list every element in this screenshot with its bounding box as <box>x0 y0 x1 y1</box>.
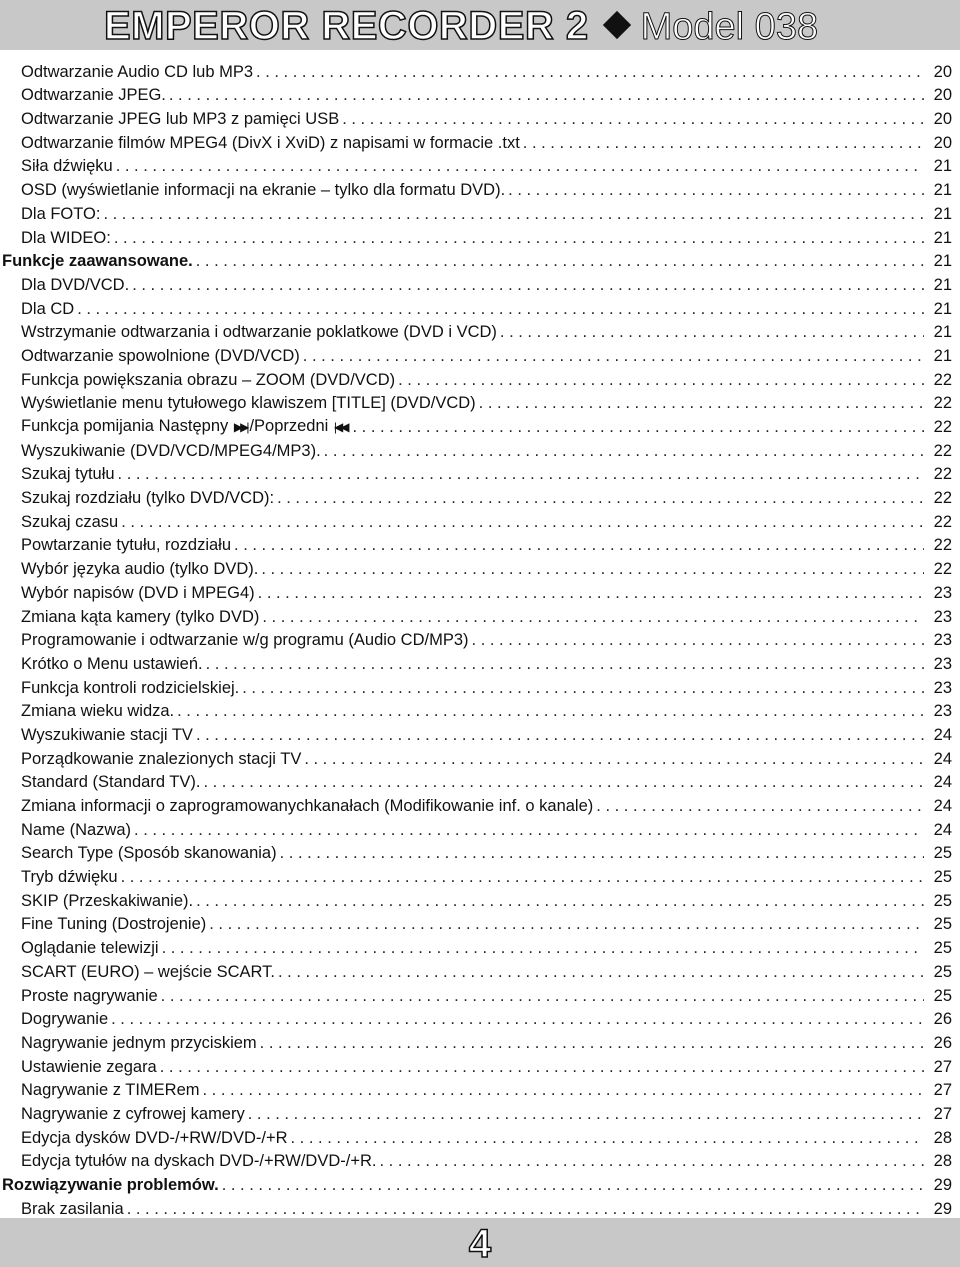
toc-entry <box>0 271 960 295</box>
dot-leader <box>203 1080 925 1100</box>
next-track-icon: ▶▶| <box>233 420 247 434</box>
dot-leader <box>103 204 924 224</box>
toc-entry-page: 29 <box>933 1176 952 1194</box>
toc-entry-title: Brak zasilania <box>21 1199 124 1218</box>
toc-entry <box>0 603 960 627</box>
toc-entry <box>0 1029 960 1053</box>
toc-entry <box>0 1124 960 1148</box>
toc-entry-title-text: /Poprzedni <box>249 417 333 435</box>
toc-entry <box>0 532 960 556</box>
toc-entry <box>0 1100 960 1124</box>
toc-entry-title: Oglądanie telewizji <box>21 939 159 958</box>
diamond-icon <box>602 11 630 39</box>
dot-leader <box>260 1033 924 1053</box>
toc-entry <box>0 295 960 319</box>
dot-leader <box>134 820 924 840</box>
dot-leader <box>203 772 924 792</box>
toc-entry-title: SCART (EURO) – wejście SCART. <box>21 962 275 981</box>
dot-leader <box>209 914 924 934</box>
dot-leader <box>324 441 924 461</box>
dot-leader <box>206 654 924 674</box>
toc-entry-title: Nagrywanie z cyfrowej kamery <box>21 1104 245 1123</box>
table-of-contents <box>0 58 960 1219</box>
toc-entry <box>0 863 960 887</box>
toc-entry-page: 27 <box>933 1057 952 1076</box>
dot-leader <box>500 322 924 342</box>
dot-leader <box>118 464 924 484</box>
dot-leader <box>261 559 924 579</box>
dot-leader <box>116 156 924 176</box>
toc-entry <box>0 508 960 532</box>
dot-leader <box>196 725 924 745</box>
toc-entry <box>0 1053 960 1077</box>
toc-entry-title: Standard (Standard TV). <box>21 773 201 792</box>
dot-leader <box>379 1151 924 1171</box>
toc-entry-title: Zmiana informacji o zaprogramowanychkanałach (Modifikowanie inf. o kanale) <box>21 797 594 815</box>
dot-leader <box>234 535 924 555</box>
toc-entry-page: 25 <box>933 868 952 887</box>
toc-entry <box>0 958 960 982</box>
toc-entry-page: 21 <box>933 323 952 342</box>
toc-entry-page: 22 <box>933 394 952 413</box>
toc-entry <box>0 82 960 106</box>
toc-entry <box>0 390 960 414</box>
toc-entry-title: Odtwarzanie Audio CD lub MP3 <box>21 62 254 81</box>
toc-entry-title: Proste nagrywanie <box>21 986 158 1005</box>
dot-leader <box>278 962 924 982</box>
toc-entry-title: Search Type (Sposób skanowania) <box>21 844 277 863</box>
toc-entry-title: Dla WIDEO: <box>21 228 111 247</box>
toc-entry-title: Szukaj tytułu <box>21 465 115 484</box>
page-number: 4 <box>468 1222 492 1266</box>
toc-entry <box>0 982 960 1006</box>
toc-entry-page: 22 <box>933 441 952 460</box>
toc-entry-title: Wstrzymanie odtwarzania i odtwarzanie poklatkowe (DVD i VCD) <box>21 323 497 342</box>
toc-entry <box>0 366 960 390</box>
dot-leader <box>291 1128 924 1148</box>
toc-entry-title: Szukaj czasu <box>21 512 119 531</box>
toc-entry-page: 20 <box>933 133 952 152</box>
toc-entry-title: Funkcje zaawansowane. <box>2 252 193 271</box>
dot-leader <box>303 346 924 366</box>
toc-entry-page: 22 <box>933 370 952 389</box>
toc-entry-title: Wybór napisów (DVD i MPEG4) <box>21 583 255 602</box>
toc-entry-title: Porządkowanie znalezionych stacji TV <box>21 749 302 768</box>
toc-entry-page: 22 <box>933 489 952 508</box>
toc-entry <box>0 627 960 651</box>
dot-leader <box>262 607 924 627</box>
toc-entry-title: Dogrywanie <box>21 1010 109 1029</box>
toc-entry-page: 23 <box>933 702 952 721</box>
toc-entry <box>0 200 960 224</box>
toc-entry-page: 23 <box>933 654 952 673</box>
dot-leader <box>111 1009 924 1029</box>
dot-leader <box>248 1104 924 1124</box>
dot-leader <box>169 85 924 105</box>
toc-entry-page: 23 <box>933 607 952 626</box>
toc-entry-title: SKIP (Przeskakiwanie). <box>21 891 194 910</box>
toc-entry-title: Tryb dźwięku <box>21 868 118 887</box>
toc-entry-page: 27 <box>933 1081 952 1100</box>
toc-entry-page: 22 <box>933 465 952 484</box>
toc-entry-title: Nagrywanie z TIMERem <box>21 1081 200 1100</box>
toc-entry-page: 22 <box>933 560 952 579</box>
toc-entry-title: Ustawienie zegara <box>21 1057 157 1076</box>
toc-entry-title: OSD (wyświetlanie informacji na ekranie – tylko dla formatu DVD). <box>21 181 506 200</box>
dot-leader <box>114 228 924 248</box>
toc-entry-title: Edycja dysków DVD-/+RW/DVD-/+R <box>21 1128 288 1147</box>
dot-leader <box>523 133 924 153</box>
toc-entry-title: Dla CD <box>21 299 75 318</box>
toc-entry-title: Wyszukiwanie (DVD/VCD/MPEG4/MP3). <box>21 441 321 460</box>
dot-leader <box>508 180 924 200</box>
toc-entry <box>0 58 960 82</box>
toc-entry-page: 28 <box>933 1152 952 1171</box>
dot-leader <box>242 678 924 698</box>
toc-entry-page: 27 <box>933 1104 952 1123</box>
toc-entry-page: 23 <box>933 631 952 650</box>
toc-entry <box>0 1006 960 1030</box>
toc-entry-title: Wyświetlanie menu tytułowego klawiszem [TITLE] (DVD/VCD) <box>21 394 476 413</box>
dot-leader <box>258 583 924 603</box>
toc-entry <box>0 105 960 129</box>
toc-section-entry <box>0 248 960 272</box>
toc-entry-title: Odtwarzanie filmów MPEG4 (DivX i XviD) z napisami w formacie .txt <box>21 133 520 152</box>
toc-entry-page: 20 <box>933 110 952 129</box>
toc-entry <box>0 840 960 864</box>
toc-entry <box>0 698 960 722</box>
toc-entry <box>0 1077 960 1101</box>
dot-leader <box>196 251 924 271</box>
brand-name: EMPEROR RECORDER 2 <box>104 4 589 48</box>
toc-entry-page: 28 <box>933 1128 952 1147</box>
toc-entry-title: Odtwarzanie JPEG lub MP3 z pamięci USB <box>21 110 340 129</box>
dot-leader <box>352 417 924 437</box>
toc-entry-title: Odtwarzanie spowolnione (DVD/VCD) <box>21 346 300 365</box>
toc-entry <box>0 579 960 603</box>
dot-leader <box>256 62 924 82</box>
toc-entry <box>0 413 960 437</box>
toc-entry-title: Fine Tuning (Dostrojenie) <box>21 915 207 934</box>
toc-entry-page: 26 <box>933 1010 952 1029</box>
toc-entry-title: Szukaj rozdziału (tylko DVD/VCD): <box>21 489 275 508</box>
dot-leader <box>160 1057 924 1077</box>
toc-entry-title: Zmiana wieku widza. <box>21 702 175 721</box>
toc-entry <box>0 176 960 200</box>
toc-entry-title: Name (Nazwa) <box>21 820 132 839</box>
toc-entry-page: 24 <box>933 773 952 792</box>
dot-leader <box>342 109 924 129</box>
toc-entry-title: Wyszukiwanie stacji TV <box>21 725 193 744</box>
toc-entry-title: Dla FOTO: <box>21 204 101 223</box>
toc-entry <box>0 745 960 769</box>
dot-leader <box>121 512 924 532</box>
document-title <box>104 4 818 48</box>
toc-entry-page: 24 <box>933 749 952 768</box>
toc-entry-page: 21 <box>933 181 952 200</box>
toc-entry <box>0 674 960 698</box>
toc-entry <box>0 887 960 911</box>
toc-entry-page: 25 <box>933 915 952 934</box>
toc-entry-title: Rozwiązywanie problemów. <box>2 1176 219 1194</box>
toc-entry-page: 23 <box>933 678 952 697</box>
toc-entry-title-text: Funkcja pomijania Następny <box>21 417 233 435</box>
dot-leader <box>127 1199 924 1219</box>
toc-entry-title: Powtarzanie tytułu, rozdziału <box>21 536 232 555</box>
toc-entry-page: 26 <box>933 1033 952 1052</box>
toc-entry-page: 21 <box>933 275 952 294</box>
toc-entry-page: 24 <box>933 820 952 839</box>
dot-leader <box>177 701 924 721</box>
toc-entry <box>0 342 960 366</box>
footer-band <box>0 1218 960 1267</box>
toc-entry <box>0 484 960 508</box>
toc-section-entry <box>0 1171 960 1195</box>
header-band <box>0 0 960 50</box>
toc-entry <box>0 1148 960 1172</box>
toc-entry-page: 21 <box>933 204 952 223</box>
dot-leader <box>132 275 924 295</box>
toc-entry-title: Zmiana kąta kamery (tylko DVD) <box>21 607 260 626</box>
toc-entry-page: 21 <box>933 252 952 271</box>
toc-entry <box>0 934 960 958</box>
toc-entry-page: 22 <box>933 536 952 555</box>
toc-entry-page: 25 <box>933 986 952 1005</box>
toc-entry-page: 23 <box>933 583 952 602</box>
toc-entry-page: 25 <box>933 962 952 981</box>
toc-entry-page: 25 <box>933 891 952 910</box>
toc-entry-title: Krótko o Menu ustawień. <box>21 654 203 673</box>
dot-leader <box>196 891 924 911</box>
dot-leader <box>222 1175 924 1195</box>
toc-entry <box>0 816 960 840</box>
dot-leader <box>472 630 924 650</box>
dot-leader <box>77 299 924 319</box>
toc-entry <box>0 319 960 343</box>
dot-leader <box>121 867 924 887</box>
toc-entry-title: Dla DVD/VCD. <box>21 275 130 294</box>
toc-entry-title <box>21 416 349 437</box>
toc-entry-page: 21 <box>933 228 952 247</box>
toc-entry-page: 29 <box>933 1199 952 1218</box>
toc-entry-page: 22 <box>933 418 952 436</box>
toc-entry-page: 20 <box>933 86 952 105</box>
toc-entry <box>0 721 960 745</box>
dot-leader <box>398 370 924 390</box>
toc-entry-title: Funkcja kontroli rodzicielskiej. <box>21 678 240 697</box>
toc-entry-page: 21 <box>933 346 952 365</box>
dot-leader <box>277 488 924 508</box>
toc-entry-title: Wybór języka audio (tylko DVD). <box>21 560 259 579</box>
toc-entry-title: Funkcja powiększania obrazu – ZOOM (DVD/VCD) <box>21 370 396 389</box>
toc-entry <box>0 1195 960 1219</box>
toc-entry-title: Odtwarzanie JPEG. <box>21 86 166 105</box>
dot-leader <box>162 938 924 958</box>
toc-entry-title: Siła dźwięku <box>21 157 113 176</box>
toc-entry-page: 21 <box>933 157 952 176</box>
toc-entry-title: Edycja tytułów na dyskach DVD-/+RW/DVD-/+R. <box>21 1152 377 1171</box>
dot-leader <box>596 796 924 816</box>
previous-track-icon: |◀◀ <box>333 420 347 434</box>
toc-entry-page: 24 <box>933 797 952 815</box>
toc-entry <box>0 461 960 485</box>
dot-leader <box>280 843 924 863</box>
toc-entry-page: 25 <box>933 939 952 958</box>
toc-entry <box>0 650 960 674</box>
toc-entry <box>0 769 960 793</box>
toc-entry <box>0 129 960 153</box>
dot-leader <box>161 986 924 1006</box>
toc-entry-title: Nagrywanie jednym przyciskiem <box>21 1033 257 1052</box>
toc-entry-page: 25 <box>933 844 952 863</box>
toc-entry <box>0 792 960 816</box>
toc-entry-page: 20 <box>933 62 952 81</box>
toc-entry <box>0 437 960 461</box>
toc-entry <box>0 224 960 248</box>
model-name: Model 038 <box>640 6 819 48</box>
toc-entry-title: Programowanie i odtwarzanie w/g programu (Audio CD/MP3) <box>21 631 469 650</box>
toc-entry-page: 24 <box>933 725 952 744</box>
toc-entry <box>0 555 960 579</box>
toc-entry-page: 21 <box>933 299 952 318</box>
dot-leader <box>304 749 924 769</box>
toc-entry-page: 22 <box>933 512 952 531</box>
dot-leader <box>479 393 924 413</box>
toc-entry <box>0 911 960 935</box>
toc-entry <box>0 153 960 177</box>
